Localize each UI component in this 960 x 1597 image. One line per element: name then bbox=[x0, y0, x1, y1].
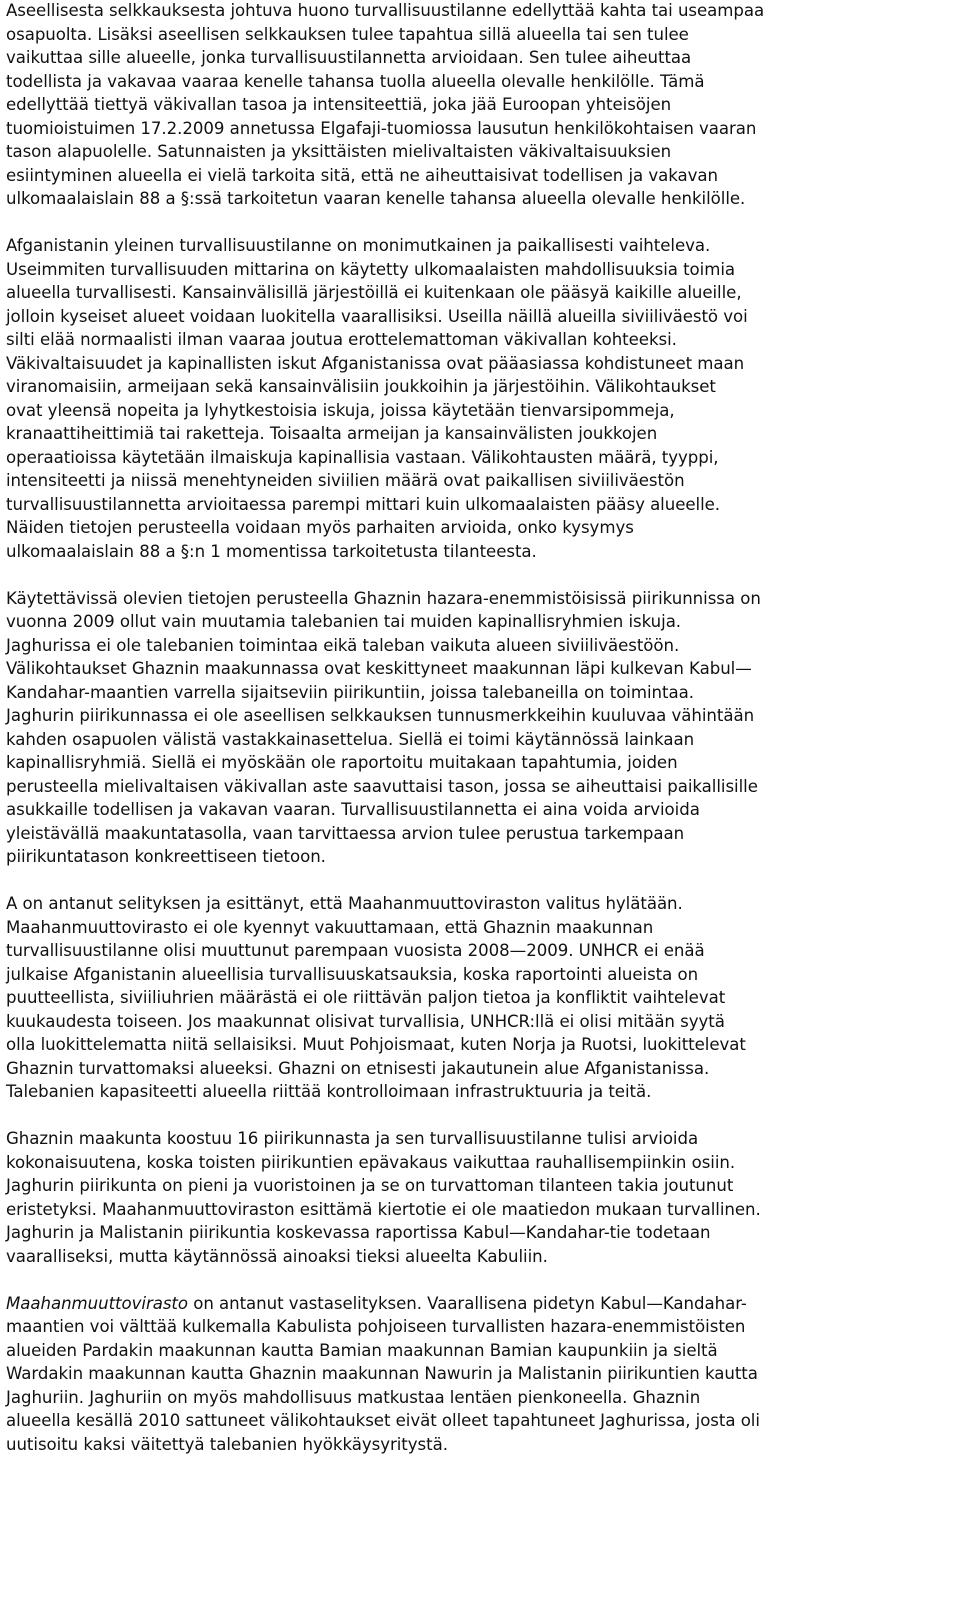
paragraph-armed-conflict-definition: Aseellisesta selkkauksesta johtuva huono turvallisuustilanne edellyttää kahta tai useampaa osapuolta. Lisäksi aseellisen selkkauksen tulee tapahtua sillä alueella tai sen tulee vaikuttaa sille alueelle, jonka turvallisuustilannetta arvioidaan. Sen tulee aiheuttaa todellista ja vakavaa vaaraa kenelle tahansa tuolla alueella olevalle henkilölle. Tämä edellyttää tiettyä väkivallan tasoa ja intensiteettiä, joka jää Euroopan yhteisöjen tuomioistuimen 17.2.2009 annetussa Elgafaji-tuomiossa lausutun henkilökohtaisen vaaran tason alapuolelle. Satunnaisten ja yksittäisten mielivaltaisten väkivaltaisuuksien esiintyminen alueella ei vielä tarkoita sitä, että ne aiheuttaisivat todellisen ja vakavan ulkomaalaislain 88 a §:ssä tarkoitetun vaaran kenelle tahansa alueella olevalle henkilölle. bbox=[6, 1, 765, 208]
paragraph-ghazni-hazara-districts: Käytettävissä olevien tietojen perusteella Ghaznin hazara-enemmistöisissä piirikunnissa on vuonna 2009 ollut vain muutamia talebanien tai muiden kapinallisryhmien iskuja. Jaghurissa ei ole talebanien toimintaa eikä taleban vaikuta alueen siviiliväestöön. Välikohtaukset Ghaznin maakunnassa ovat keskittyneet maakunnan läpi kulkevan Kabul— Kandahar-maantien varrella sijaitseviin piirikuntiin, joissa talebaneilla on toimintaa. Jaghurin piirikunnassa ei ole aseellisen selkkauksen tunnusmerkkeihin kuuluvaa vähintään kahden osapuolen välistä vastakkainasettelua. Siellä ei toimi käytännössä lainkaan kapinallisryhmiä. Siellä ei myöskään ole raportoitu muitakaan tapahtumia, joiden perusteella mielivaltaisen väkivallan aste saavuttaisi tason, jossa se aiheuttaisi paikallisille asukkaille todellisen ja vakavan vaaran. Turvallisuustilannetta ei aina voida arvioida yleistävällä maakuntatasolla, vaan tarvittaessa arvion tulee perustua tarkempaan piirikuntatason konkreettiseen tietoon. bbox=[6, 588, 761, 866]
paragraph-a-explanation: A on antanut selityksen ja esittänyt, että Maahanmuuttoviraston valitus hylätään. Maahanmuuttovirasto ei ole kyennyt vakuuttamaan, että Ghaznin maakunnan turvallisuustilanne olisi muuttunut parempaan vuosista 2008—2009. UNHCR ei enää julkaise Afganistanin alueellisia turvallisuuskatsauksia, koska raportointi alueista on puutteellista, siviiliuhrien määrästä ei ole riittävän paljon tietoa ja konfliktit vaihtelevat kuukaudesta toiseen. Jos maakunnat olisivat turvallisia, UNHCR:llä ei olisi mitään syytä olla luokittelematta niitä sellaisiksi. Muut Pohjoismaat, kuten Norja ja Ruotsi, luokittelevat Ghaznin turvattomaksi alueeksi. Ghazni on etnisesti jakautunein alue Afganistanissa. Talebanien kapasiteetti alueella riittää kontrolloimaan infrastruktuuria ja teitä. bbox=[6, 894, 746, 1101]
paragraph-agency-rebuttal-text: on antanut vastaselityksen. Vaarallisena pidetyn Kabul—Kandahar- maantien voi välttää kulkemalla Kabulista pohjoiseen turvallisten hazara-enemmistöisten alueiden Pardakin maakunnan kautta Bamian maakunnan Bamian kaupunkiin ja sieltä Wardakin maakunnan kautta Ghaznin maakunnan Nawurin ja Malistanin piirikuntien kautta Jaghuriin. Jaghuriin on myös mahdollisuus matkustaa lentäen pienkoneella. Ghaznin alueella kesällä 2010 sattuneet välikohtaukset eivät olleet tapahtuneet Jaghurissa, josta oli uutisoitu kaksi väitettyä talebanien hyökkäysyritystä. bbox=[6, 1293, 760, 1454]
agency-name-italic: Maahanmuuttovirasto bbox=[6, 1293, 188, 1313]
paragraph-agency-rebuttal bbox=[6, 1292, 956, 1457]
document-body bbox=[6, 0, 956, 1480]
paragraph-afghanistan-security: Afganistanin yleinen turvallisuustilanne on monimutkainen ja paikallisesti vaihteleva. Useimmiten turvallisuuden mittarina on käytetty ulkomaalaisten mahdollisuuksia toimia alueella turvallisesti. Kansainvälisillä järjestöillä ei kuitenkaan ole pääsyä kaikille alueille, jolloin kyseiset alueet voidaan luokitella vaarallisiksi. Useilla näillä alueilla siviiliväestö voi silti elää normaalisti ilman vaaraa joutua erottelemattoman väkivallan kohteeksi. Väkivaltaisuudet ja kapinallisten iskut Afganistanissa ovat pääasiassa kohdistuneet maan viranomaisiin, armeijaan sekä kansainvälisiin joukkoihin ja järjestöihin. Välikohtaukset ovat yleensä nopeita ja lyhytkestoisia iskuja, joissa käytetään tienvarsipommeja, kranaattiheittimiä tai raketteja. Toisaalta armeijan ja kansainvälisten joukkojen operaatioissa käytetään ilmaiskuja kapinallisia vastaan. Välikohtausten määrä, tyyppi, intensiteetti ja niissä menehtyneiden siviilien määrä ovat paikallisen siviiliväestön turvallisuustilannetta arvioitaessa parempi mittari kuin ulkomaalaisten pääsy alueelle. Näiden tietojen perusteella voidaan myös parhaiten arvioida, onko kysymys ulkomaalaislain 88 a §:n 1 momentissa tarkoitetusta tilanteesta. bbox=[6, 236, 748, 561]
paragraph-ghazni-districts: Ghaznin maakunta koostuu 16 piirikunnasta ja sen turvallisuustilanne tulisi arvioida kokonaisuutena, koska toisten piirikuntien epävakaus vaikuttaa rauhallisempiinkin osiin. Jaghurin piirikunta on pieni ja vuoristoinen ja se on turvattoman tilanteen takia joutunut eristetyksi. Maahanmuuttoviraston esittämä kiertotie ei ole maatiedon mukaan turvallinen. Jaghurin ja Malistanin piirikuntia koskevassa raportissa Kabul—Kandahar-tie todetaan vaaralliseksi, mutta käytännössä ainoaksi tieksi alueelta Kabuliin. bbox=[6, 1129, 761, 1266]
